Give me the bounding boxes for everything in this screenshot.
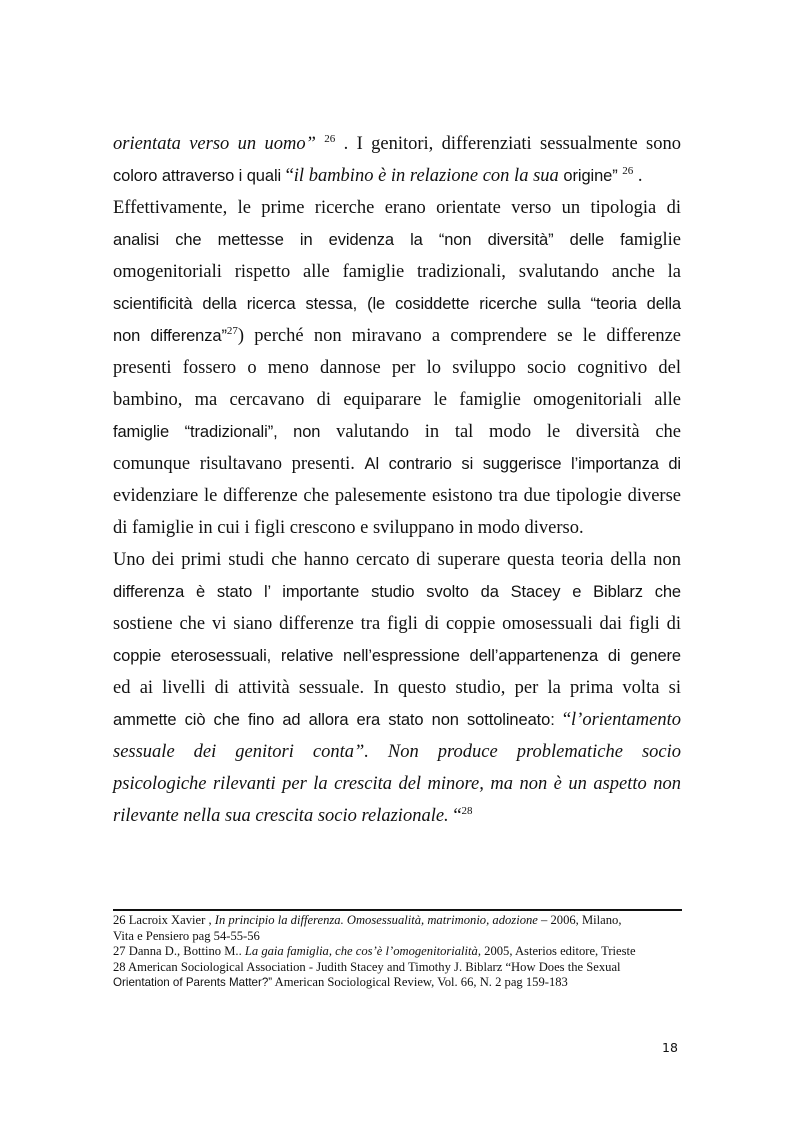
text-line <box>113 768 681 800</box>
text-run: 27 Danna D., Bottino M.. <box>113 944 245 958</box>
text-line <box>113 448 681 480</box>
text-run: Effettivamente, le prime ricerche erano orientate verso un tipologia di <box>113 198 681 218</box>
text-run: coppie eterosessuali, relative nell’espressione dell’appartenenza di genere <box>113 647 681 665</box>
text-run: analisi che mettesse in evidenza la “non diversità” delle fa <box>113 231 634 249</box>
page-number: 18 <box>662 1040 678 1055</box>
text-line <box>113 544 681 576</box>
text-run: omogenitoriali rispetto alle famiglie tradizionali, svalutando anche la <box>113 262 681 282</box>
text-line <box>113 576 681 608</box>
text-run: sostiene che vi siano differenze tra figli di coppie omosessuali dai figli di <box>113 614 681 634</box>
text-run: Vita e Pensiero pag 54-55-56 <box>113 928 260 943</box>
text-run: . I genitori, differenziati sessualmente sono <box>335 134 681 154</box>
text-line <box>113 352 681 384</box>
text-run: – 2006, Milano, <box>537 913 622 927</box>
footnote-reference: 27 <box>226 325 238 337</box>
footnotes <box>113 913 682 991</box>
text-run: American Sociological Review, Vol. 66, N. 2 pag 159-183 <box>272 975 568 989</box>
italic-text: psicologiche rilevanti per la crescita del minore, ma non è un aspetto non <box>113 774 681 794</box>
footnote-reference: 26 <box>622 165 634 177</box>
text-run: evidenziare le differenze che palesemente esistono tra due tipologie diverse <box>113 486 681 506</box>
footnote-reference: 28 <box>461 805 473 817</box>
text-run: Al contrario si suggerisce l’importanza di <box>364 455 682 473</box>
text-line <box>113 672 681 704</box>
text-line <box>113 416 681 448</box>
text-line <box>113 800 681 832</box>
text-run: comunque risultavano presenti. <box>113 454 365 474</box>
body-text <box>113 128 681 832</box>
text-run: coloro attraverso i quali <box>113 167 286 185</box>
text-line <box>113 224 681 256</box>
text-line <box>113 512 681 544</box>
italic-text: il bambino è in relazione con la sua <box>293 166 564 186</box>
italic-text: orientata verso un uomo” <box>113 134 325 154</box>
italic-text: rilevante nella sua crescita socio relazionale. <box>113 806 449 826</box>
text-line <box>113 640 681 672</box>
footnote-line <box>113 960 682 976</box>
footnote-line <box>113 913 682 929</box>
text-run: di famiglie in cui i figli crescono e sviluppano in modo diverso. <box>113 518 584 538</box>
text-run: “ <box>562 710 572 730</box>
text-run: 26 Lacroix Xavier , <box>113 913 215 927</box>
text-line <box>113 384 681 416</box>
text-line <box>113 128 681 160</box>
text-run: bambino, ma cercavano di equiparare le famiglie omogenitoriali alle <box>113 390 681 410</box>
text-run: miglie <box>633 230 681 250</box>
text-run: “ <box>448 806 462 826</box>
paragraph <box>113 128 681 192</box>
text-run: 28 American Sociological Association - Judith Stacey and Timothy J. Biblarz “How Does the Sexual <box>113 959 621 974</box>
text-run: . <box>633 166 643 186</box>
text-run: ammette ciò che fino ad allora era stato non sottolineato: <box>113 711 563 729</box>
italic-text: La gaia famiglia, che cos’è l’omogenitorialità <box>244 944 478 958</box>
text-run: presenti fossero o meno dannose per lo sviluppo socio cognitivo del <box>113 358 681 378</box>
text-line <box>113 736 681 768</box>
footnote-line <box>113 929 682 945</box>
text-line <box>113 320 681 352</box>
text-run: “ <box>285 166 294 186</box>
footnote-line <box>113 944 682 960</box>
italic-text: In principio la differenza. Omosessualità, matrimonio, adozione <box>214 913 538 927</box>
text-run: Orientation of Parents Matter?” <box>113 976 273 989</box>
text-run: Uno dei primi studi che hanno cercato di superare questa teoria della non <box>113 550 681 570</box>
text-run: differenza è stato l’ importante studio svolto da Stacey e Biblarz che <box>113 583 681 601</box>
footnote-separator <box>113 909 682 911</box>
text-run: ) perché non miravano a comprendere se le differenze <box>237 326 681 346</box>
text-line <box>113 192 681 224</box>
footnote-line <box>113 975 682 991</box>
text-run: non differenza” <box>113 327 227 345</box>
text-line <box>113 288 681 320</box>
text-line <box>113 160 681 192</box>
text-line <box>113 704 681 736</box>
text-run: famiglie “tradizionali”, non <box>113 423 321 441</box>
text-run: , 2005, Asterios editore, Trieste <box>477 944 636 958</box>
text-run: origine” <box>563 167 618 185</box>
text-run: valutando in tal modo le diversità che <box>320 422 682 442</box>
text-line <box>113 480 681 512</box>
text-run: scientificità della ricerca stessa, (le cosiddette ricerche sulla “teoria della <box>113 295 681 313</box>
text-line <box>113 608 681 640</box>
text-run: ed ai livelli di attività sessuale. In questo studio, per la prima volta si <box>113 678 681 698</box>
footnote-reference: 26 <box>324 133 336 145</box>
italic-text: l’orientamento <box>571 710 681 730</box>
paragraph <box>113 544 681 832</box>
paragraph <box>113 192 681 544</box>
text-line <box>113 256 681 288</box>
italic-text: sessuale dei genitori conta”. Non produce problematiche socio <box>113 742 681 762</box>
